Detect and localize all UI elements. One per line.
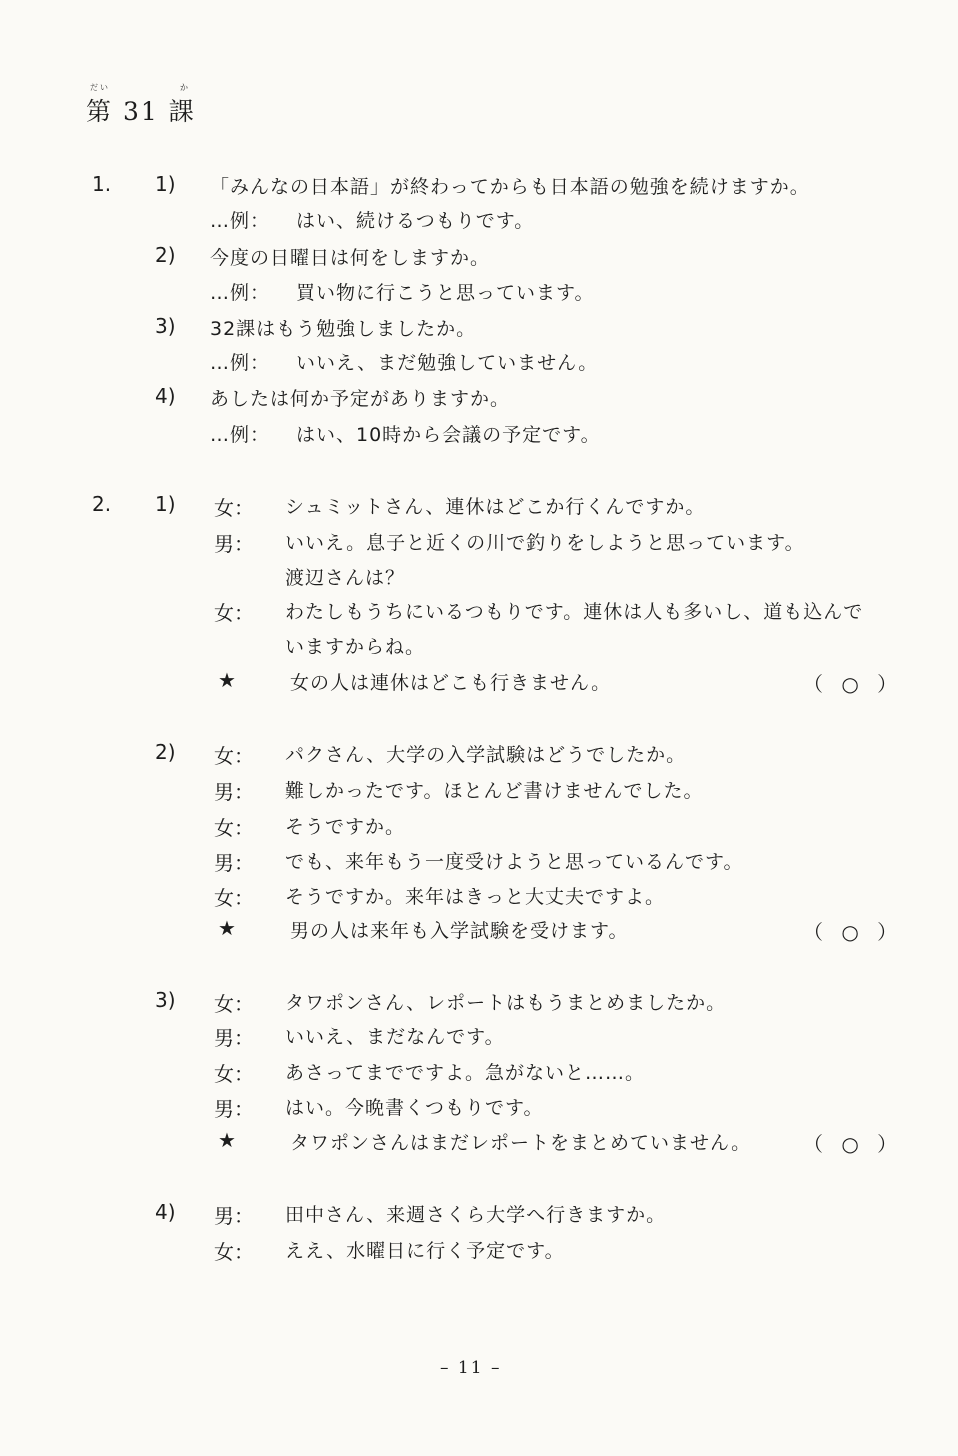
dialog-line: 田中さん、来週さくら大学へ行きますか。 bbox=[285, 1204, 667, 1226]
dialog-line: パクさん、大学の入学試験はどうでしたか。 bbox=[285, 744, 687, 766]
dialog-label: 4) bbox=[155, 1200, 176, 1224]
section-1-answer: いいえ、まだ勉強していません。 bbox=[296, 352, 599, 374]
section-1-question: 32課はもう勉強しましたか。 bbox=[210, 318, 477, 340]
dialog-line: わたしもうちにいるつもりです。連休は人も多いし、道も込んで bbox=[285, 601, 864, 623]
speaker-label: 男： bbox=[214, 851, 254, 875]
dialog-line: でも、来年もう一度受けようと思っているんです。 bbox=[285, 851, 744, 873]
speaker-label: 女： bbox=[214, 1062, 254, 1086]
lesson-title-text: 第 31 課 bbox=[86, 97, 196, 126]
title-furigana-dai: だい bbox=[90, 83, 110, 92]
answer-prefix: …例： bbox=[210, 424, 271, 446]
section-1-question: あしたは何か予定がありますか。 bbox=[210, 388, 511, 410]
answer-prefix: …例： bbox=[210, 282, 271, 304]
statement: 男の人は来年も入学試験を受けます。 bbox=[290, 920, 629, 942]
page-number: – 11 – bbox=[440, 1358, 502, 1378]
lesson-title bbox=[86, 83, 196, 128]
dialog-line: そうですか。 bbox=[285, 816, 406, 838]
section-1-answer: はい、10時から会議の予定です。 bbox=[296, 424, 601, 446]
section-1-question: 「みんなの日本語」が終わってからも日本語の勉強を続けますか。 bbox=[210, 176, 810, 198]
dialog-line: 難しかったです。ほとんど書けませんでした。 bbox=[285, 780, 704, 802]
answer-mark: （ ○ ） bbox=[803, 672, 904, 696]
dialog-line: そうですか。来年はきっと大丈夫ですよ。 bbox=[285, 886, 666, 908]
section-1-item-label: 3) bbox=[155, 314, 176, 338]
dialog-line: いいえ。息子と近くの川で釣りをしようと思っています。 bbox=[285, 532, 805, 554]
speaker-label: 男： bbox=[214, 1097, 254, 1121]
dialog-label: 3) bbox=[155, 988, 176, 1012]
statement: タワポンさんはまだレポートをまとめていません。 bbox=[290, 1132, 752, 1154]
answer-prefix: …例： bbox=[210, 210, 271, 232]
dialog-label: 2) bbox=[155, 740, 176, 764]
section-1-item-label: 2) bbox=[155, 243, 176, 267]
dialog-line: いいえ、まだなんです。 bbox=[285, 1026, 505, 1048]
section-1-item-label: 1) bbox=[155, 172, 176, 196]
dialog-line: ええ、水曜日に行く予定です。 bbox=[285, 1240, 565, 1262]
speaker-label: 男： bbox=[214, 780, 254, 804]
section-1-answer: 買い物に行こうと思っています。 bbox=[296, 282, 595, 304]
speaker-label: 女： bbox=[214, 886, 254, 910]
answer-prefix: …例： bbox=[210, 352, 271, 374]
dialog-line: はい。今晩書くつもりです。 bbox=[285, 1097, 544, 1119]
dialog-label: 1) bbox=[155, 492, 176, 516]
speaker-label: 女： bbox=[214, 601, 254, 625]
speaker-label: 男： bbox=[214, 1026, 254, 1050]
speaker-label: 女： bbox=[214, 496, 254, 520]
star-icon: ★ bbox=[218, 668, 236, 692]
answer-mark: （ ○ ） bbox=[803, 1132, 904, 1156]
speaker-label: 女： bbox=[214, 992, 254, 1016]
dialog-line: 渡辺さんは？ bbox=[285, 567, 406, 589]
speaker-label: 男： bbox=[214, 1204, 254, 1228]
dialog-line: タワポンさん、レポートはもうまとめましたか。 bbox=[285, 992, 727, 1014]
section-1-item-label: 4) bbox=[155, 384, 176, 408]
statement: 女の人は連休はどこも行きません。 bbox=[290, 672, 612, 694]
speaker-label: 女： bbox=[214, 1240, 254, 1264]
speaker-label: 女： bbox=[214, 816, 254, 840]
section-1-number: 1. bbox=[92, 172, 112, 196]
section-1-answer: はい、続けるつもりです。 bbox=[296, 210, 535, 232]
section-1-question: 今度の日曜日は何をしますか。 bbox=[210, 247, 491, 269]
star-icon: ★ bbox=[218, 1128, 236, 1152]
section-2-number: 2. bbox=[92, 492, 112, 516]
title-furigana-ka: か bbox=[180, 83, 190, 92]
star-icon: ★ bbox=[218, 916, 236, 940]
answer-mark: （ ○ ） bbox=[803, 920, 904, 944]
speaker-label: 女： bbox=[214, 744, 254, 768]
dialog-line: いますからね。 bbox=[285, 636, 426, 658]
dialog-line: あさってまでですよ。急がないと……。 bbox=[285, 1062, 646, 1084]
speaker-label: 男： bbox=[214, 532, 254, 556]
dialog-line: シュミットさん、連休はどこか行くんですか。 bbox=[285, 496, 706, 518]
